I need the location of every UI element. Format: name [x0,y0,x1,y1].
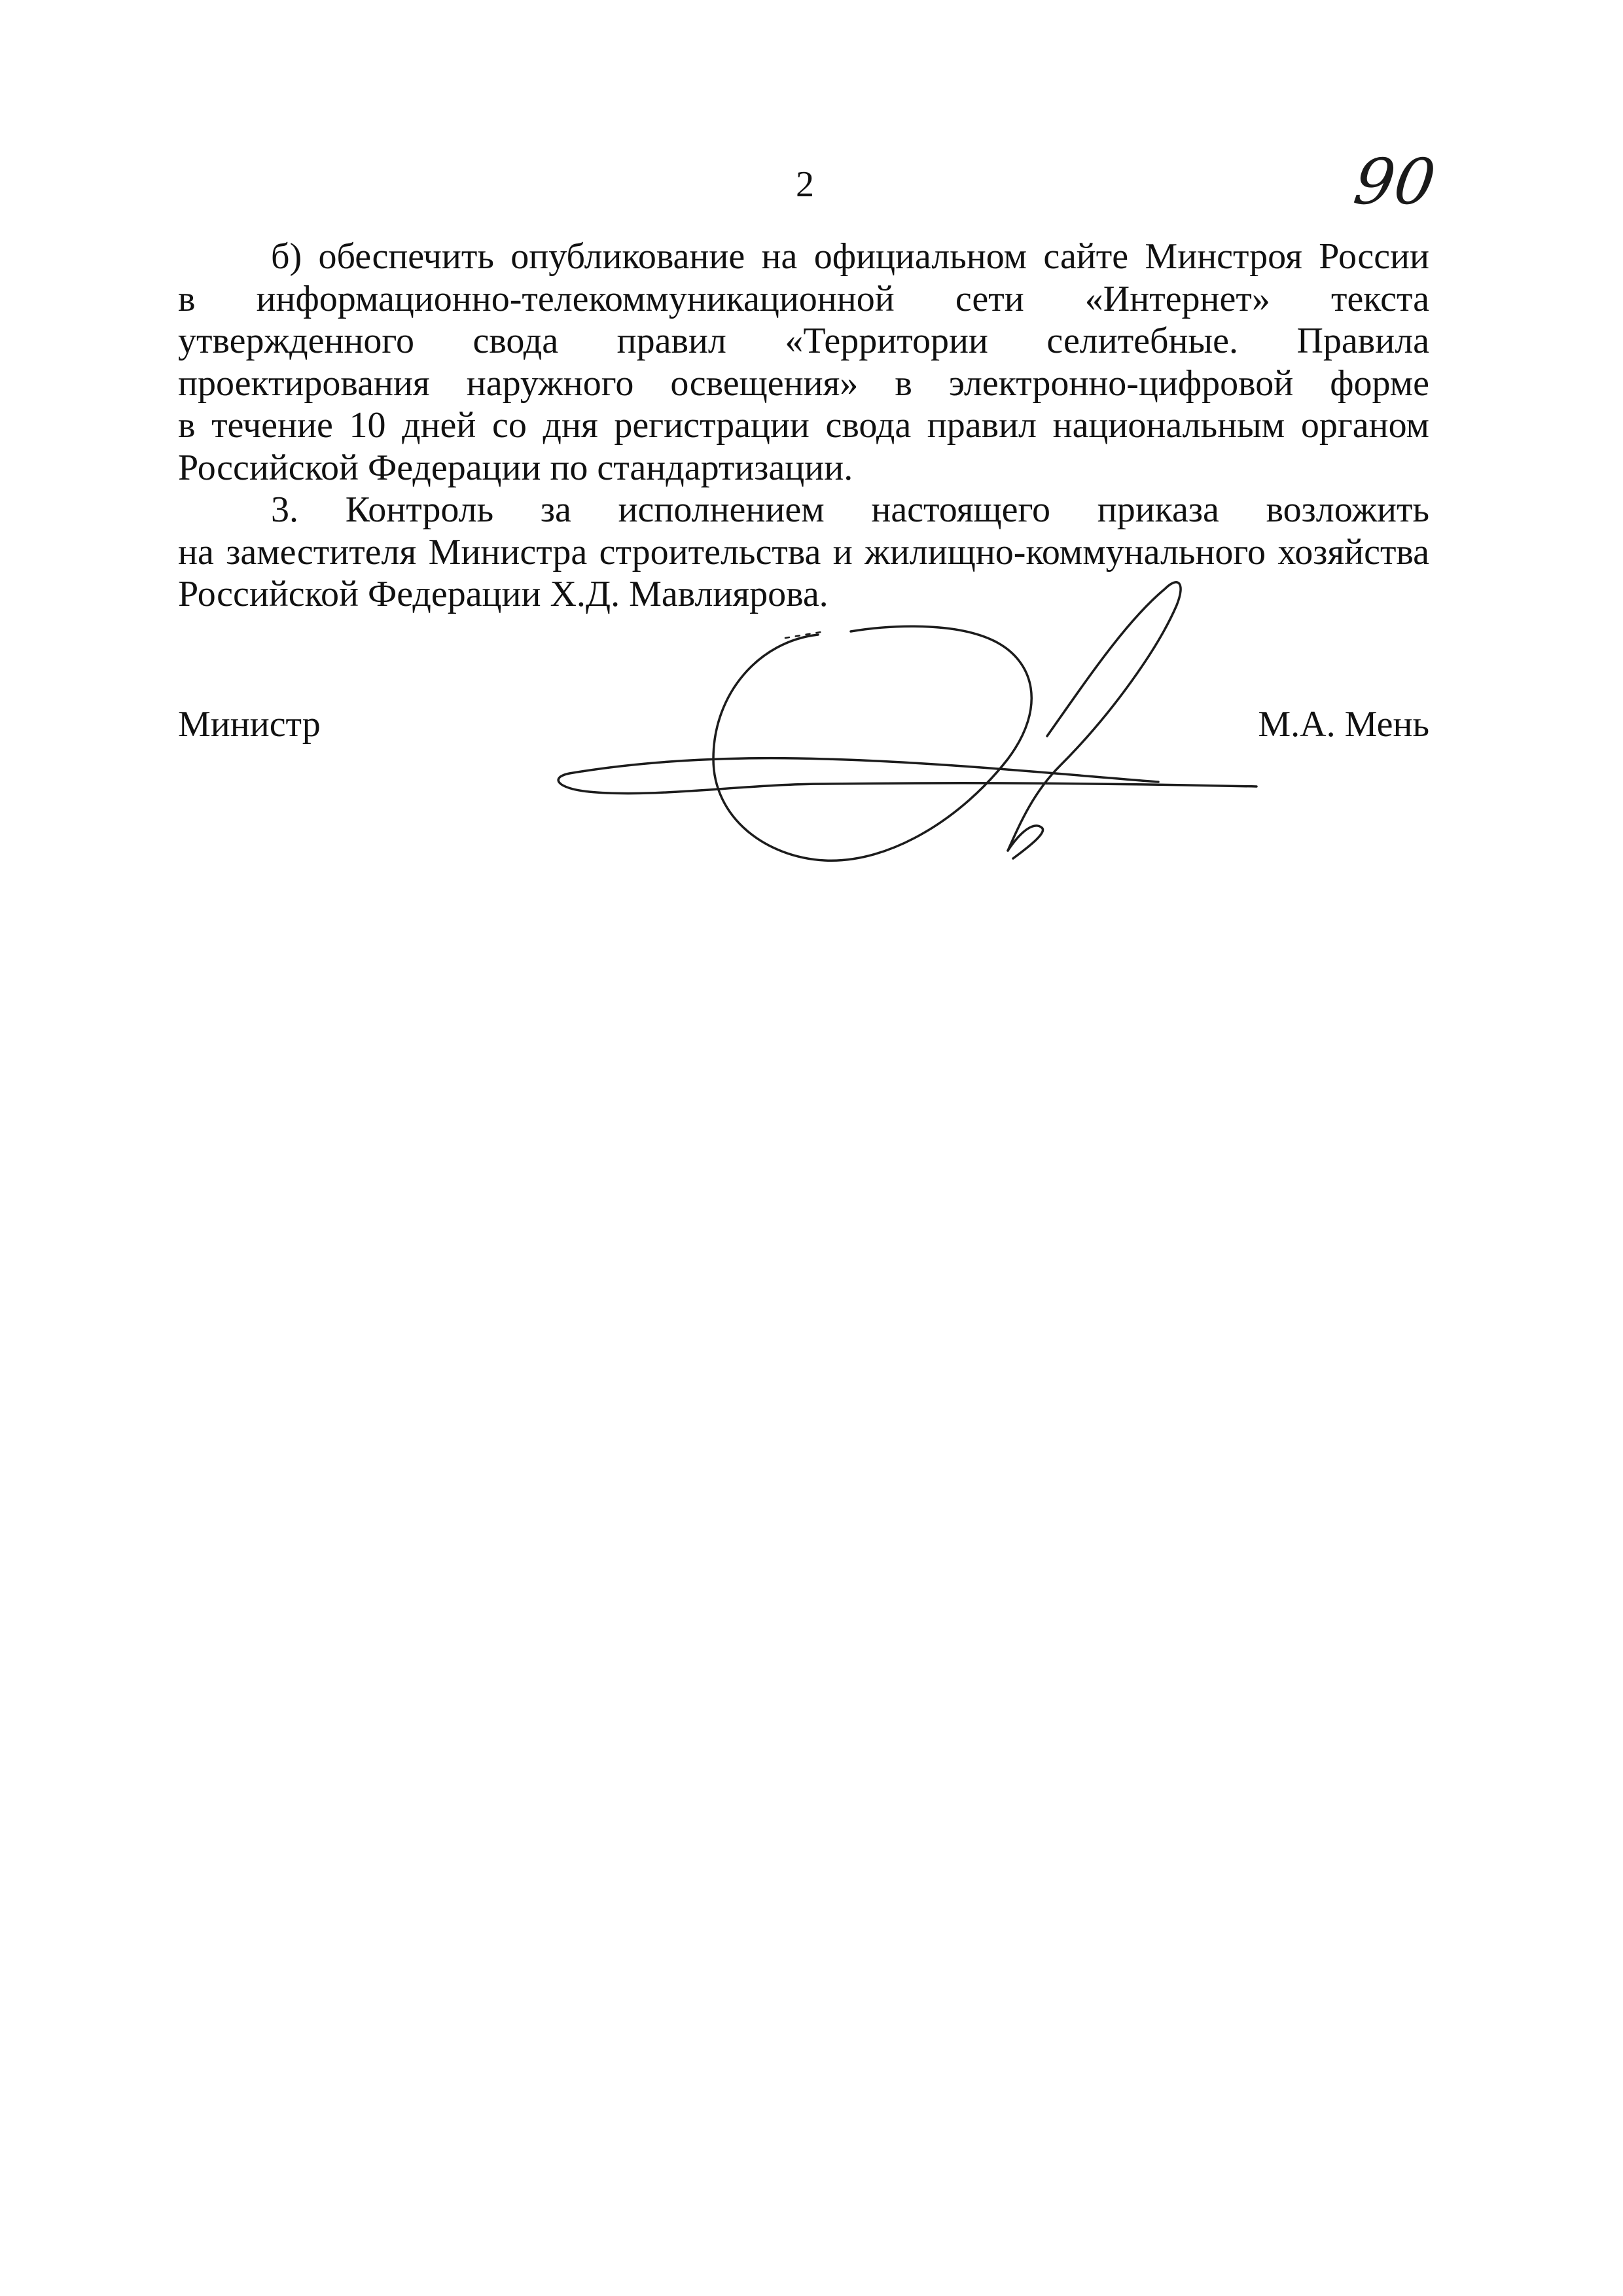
text-line: Российской Федерации по стандартизации. [178,447,853,488]
paragraph-item-b [178,236,1429,489]
signatory-name: М.А. Мень [1258,704,1429,745]
page-number: 2 [796,164,814,205]
text-line: утвержденного свода правил «Территории селитебные. Правила [178,321,1429,361]
text-line: на заместителя Министра строительства и жилищно-коммунального хозяйства [178,531,1429,573]
text-line: б) обеспечить опубликование на официальном сайте Минстроя России [271,236,1429,277]
text-line: проектирования наружного освещения» в электронно-цифровой форме [178,362,1429,404]
text-line: в течение 10 дней со дня регистрации свода правил национальным органом [178,405,1429,446]
signatory-title: Министр [178,704,321,745]
document-body [178,236,1429,616]
text-line: Российской Федерации Х.Д. Мавлиярова. [178,574,829,614]
handwritten-sheet-number: 90 [1349,145,1440,219]
handwritten-signature-icon [550,563,1283,890]
text-line: в информационно-телекоммуникационной сети «Интернет» текста [178,278,1429,319]
text-line: 3. Контроль за исполнением настоящего приказа возложить [271,489,1429,530]
